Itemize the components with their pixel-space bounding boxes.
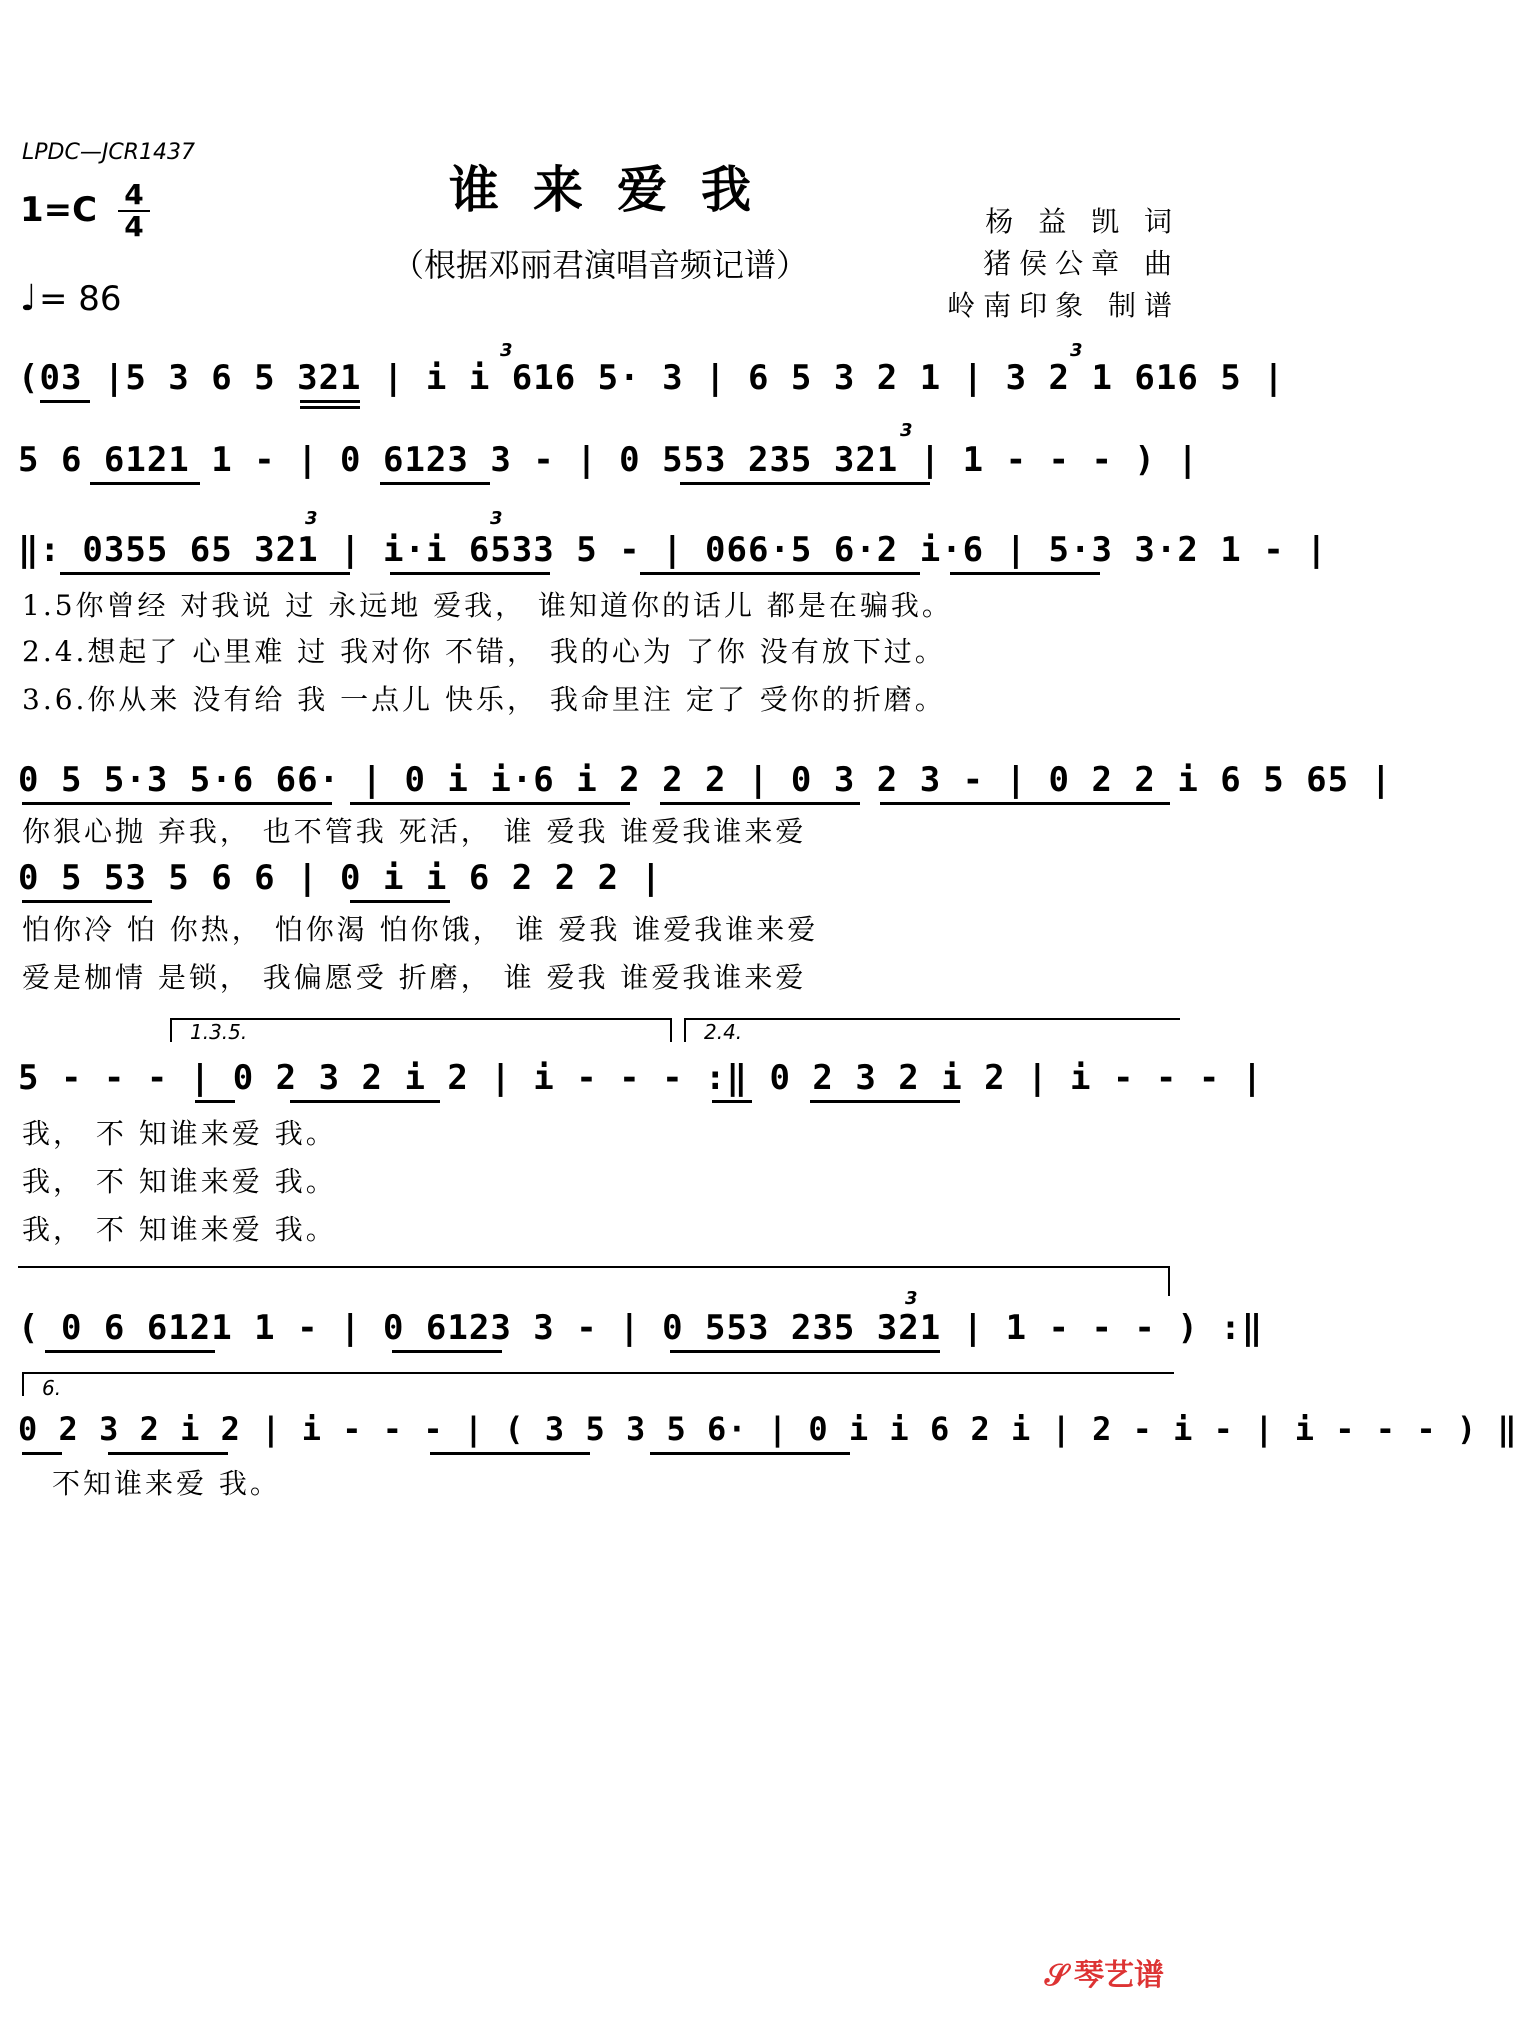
beam-line [810,1100,960,1103]
lyric-chorus-3: 爱是枷情 是锁， 我偏愿受 折磨， 谁 爱我 谁爱我谁来爱 [22,961,807,994]
beam-line [22,802,332,805]
beam-line [90,482,200,485]
key-signature: 1=C [20,190,98,230]
triplet-mark: 3 [905,1288,918,1309]
lyric-verse-1: 1.5你曾经 对我说 过 永远地 爱我， 谁知道你的话儿 都是在骗我。 [22,589,953,622]
beam-line [108,1452,228,1455]
beam-line [640,572,920,575]
tempo-value: = 86 [38,279,122,319]
beam-line [22,1452,62,1455]
beam-line [300,400,360,403]
lyric-ending-3: 我， 不 知谁来爱 我。 [22,1213,337,1246]
triplet-mark: 3 [500,340,513,361]
staff-line-5: 0 5 53 5 6 6 | 0 i i 6 2 2 2 | [18,858,663,898]
volta-bracket-end [670,1018,672,1042]
beam-line [22,900,152,903]
time-signature-top: 4 [118,180,150,212]
staff-line-6: 5 - - - | 0 2 3 2 i 2 | i - - - :‖ 0 2 3 2 i 2 | i - - - | [18,1058,1264,1098]
triplet-mark: 3 [900,420,913,441]
lyric-ending-1: 我， 不 知谁来爱 我。 [22,1117,337,1150]
staff-line-4: 0 5 5·3 5·6 66· | 0 i i·6 i 2 2 2 | 0 3 2 3 - | 0 2 2 i 6 5 65 | [18,760,1393,800]
song-subtitle: （根据邓丽君演唱音频记谱） [391,246,808,284]
triplet-mark: 3 [1070,340,1083,361]
arranger-credit: 岭南印象 制谱 [947,289,1180,322]
quarter-note-icon: ♩ [20,278,37,319]
volta-label-3: 6. [42,1376,62,1400]
beam-line [300,406,360,409]
time-signature [118,180,150,242]
lyric-chorus-2: 怕你冷 怕 你热， 怕你渴 怕你饿， 谁 爱我 谁爱我谁来爱 [22,913,819,946]
beam-line [380,482,490,485]
lyric-final: 不知谁来爱 我。 [52,1467,281,1500]
score-code: LPDC—JCR1437 [22,140,195,165]
beam-line [712,1100,752,1103]
beam-line [680,482,930,485]
logo-text: 琴艺谱 [1074,1958,1164,1993]
lyricist-credit: 杨 益 凯 词 [985,205,1180,238]
song-title: 谁来爱我 [449,160,785,219]
beam-line [660,802,860,805]
staff-line-3: ‖: 0355 65 321 | i·i 6533 5 - | 066·5 6·2 i·6 | 5·3 3·2 1 - | [18,530,1328,570]
lyric-ending-2: 我， 不 知谁来爱 我。 [22,1165,337,1198]
staff-line-8: 0 2 3 2 i 2 | i - - - | ( 3 5 3 5 6· | 0 i i 6 2 i | 2 - i - | i - - - ) ‖ [18,1410,1518,1448]
triplet-mark: 3 [305,508,318,529]
qinyipu-logo [1045,1950,1170,1994]
beam-line [430,1452,590,1455]
logo-mark-icon: 𝒮 [1044,1958,1068,1993]
volta-bracket-3 [22,1372,1174,1396]
beam-line [195,1100,235,1103]
lyric-chorus-1: 你狠心抛 弃我， 也不管我 死活， 谁 爱我 谁爱我谁来爱 [22,815,807,848]
beam-line [650,1452,850,1455]
staff-line-7: ( 0 6 6121 1 - | 0 6123 3 - | 0 553 235 321 | 1 - - - ) :‖ [18,1308,1264,1348]
beam-line [392,1350,502,1353]
lyric-verse-2: 2.4.想起了 心里难 过 我对你 不错， 我的心为 了你 没有放下过。 [22,635,946,668]
beam-line [670,1350,940,1353]
volta-label-1: 1.3.5. [190,1020,248,1044]
beam-line [880,802,1170,805]
composer-credit: 猪侯公章 曲 [983,247,1180,280]
staff-line-1: (03 |5 3 6 5 321 | i i 616 5· 3 | 6 5 3 2 1 | 3 2 1 616 5 | [18,358,1285,398]
volta-bracket-2 [684,1018,1180,1042]
beam-line [350,900,450,903]
tempo-marking [20,278,122,319]
beam-line [950,572,1100,575]
time-signature-bottom: 4 [124,210,144,243]
triplet-mark: 3 [490,508,503,529]
volta-label-2: 2.4. [704,1020,743,1044]
repeat-bracket-end [1168,1266,1170,1296]
staff-line-2: 5 6 6121 1 - | 0 6123 3 - | 0 553 235 321 | 1 - - - ) | [18,440,1199,480]
beam-line [290,1100,440,1103]
beam-line [390,572,550,575]
beam-line [45,1350,215,1353]
beam-line [350,802,630,805]
beam-line [40,400,90,403]
beam-line [60,572,350,575]
interlude-bracket [18,1266,1168,1268]
lyric-verse-3: 3.6.你从来 没有给 我 一点儿 快乐， 我命里注 定了 受你的折磨。 [22,683,946,716]
